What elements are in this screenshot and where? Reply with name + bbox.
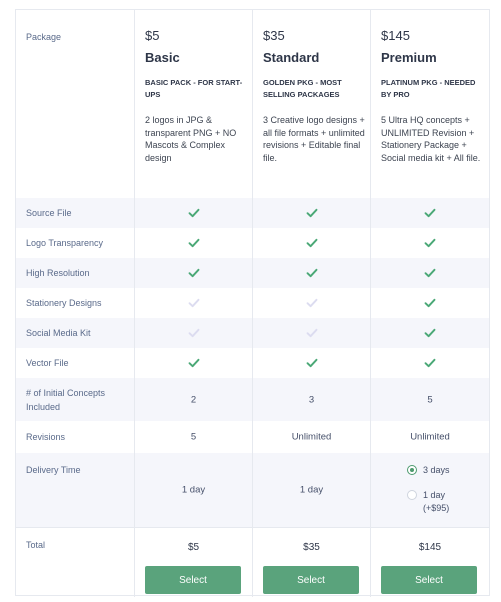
plan-description: 2 logos in JPG & transparent PNG + NO Mascots & Complex design bbox=[145, 115, 237, 163]
total-label: Total bbox=[26, 540, 46, 550]
check-icon bbox=[424, 208, 436, 218]
check-disabled-icon bbox=[188, 298, 200, 308]
revisions-value: Unlimited bbox=[291, 431, 332, 443]
delivery-option-label: 1 day bbox=[423, 490, 446, 500]
total-row bbox=[16, 527, 489, 597]
plan-price: $145 bbox=[381, 28, 410, 43]
check-icon bbox=[306, 268, 318, 278]
plan-name: Standard bbox=[263, 50, 320, 65]
plan-name: Basic bbox=[145, 50, 180, 65]
concepts-label: # of Initial Concepts Included bbox=[26, 387, 106, 412]
plan-name: Premium bbox=[381, 50, 437, 65]
feature-row bbox=[16, 198, 489, 228]
check-disabled-icon bbox=[306, 328, 318, 338]
plan-description: 5 Ultra HQ concepts + UNLIMITED Revision + Stationery Package + Social media kit + All file. bbox=[381, 115, 481, 163]
plan-price: $35 bbox=[263, 28, 285, 43]
check-icon bbox=[188, 238, 200, 248]
delivery-row bbox=[16, 453, 489, 527]
check-icon bbox=[188, 268, 200, 278]
plan-tagline: GOLDEN PKG - MOST SELLING PACKAGES bbox=[263, 78, 342, 99]
concepts-row bbox=[16, 378, 489, 421]
package-header-row bbox=[16, 10, 489, 198]
check-icon bbox=[306, 238, 318, 248]
delivery-label: Delivery Time bbox=[26, 465, 81, 475]
concepts-value: 3 bbox=[308, 394, 315, 405]
feature-label: High Resolution bbox=[26, 268, 90, 278]
check-disabled-icon bbox=[306, 298, 318, 308]
package-label: Package bbox=[26, 32, 62, 42]
feature-row bbox=[16, 288, 489, 318]
plan-premium-header bbox=[371, 10, 489, 198]
delivery-value: 1 day bbox=[181, 484, 206, 496]
check-icon bbox=[424, 328, 436, 338]
check-disabled-icon bbox=[188, 328, 200, 338]
plan-standard-header bbox=[253, 10, 371, 198]
feature-label: Social Media Kit bbox=[26, 328, 91, 338]
pricing-table bbox=[15, 9, 490, 596]
package-label-cell bbox=[16, 10, 135, 198]
concepts-value: 5 bbox=[427, 394, 433, 405]
delivery-options bbox=[371, 453, 489, 527]
plan-tagline: PLATINUM PKG - NEEDED BY PRO bbox=[381, 78, 476, 99]
delivery-radio-1-day[interactable] bbox=[407, 490, 417, 500]
plan-description: 3 Creative logo designs + all file formats + unlimited revisions + Editable final file. bbox=[263, 115, 365, 163]
revisions-row bbox=[16, 421, 489, 453]
feature-label: Vector File bbox=[26, 358, 69, 368]
plan-tagline: BASIC PACK - FOR START-UPS bbox=[145, 78, 243, 99]
select-premium-button[interactable]: Select bbox=[381, 566, 477, 594]
check-icon bbox=[424, 358, 436, 368]
select-basic-button[interactable]: Select bbox=[145, 566, 241, 594]
delivery-option-label: 3 days bbox=[423, 465, 450, 475]
delivery-radio-3-days[interactable] bbox=[407, 465, 417, 475]
feature-row bbox=[16, 228, 489, 258]
check-icon bbox=[306, 358, 318, 368]
revisions-label: Revisions bbox=[26, 432, 66, 442]
delivery-value: 1 day bbox=[299, 484, 324, 496]
feature-row bbox=[16, 318, 489, 348]
check-icon bbox=[306, 208, 318, 218]
feature-label: Logo Transparency bbox=[26, 238, 104, 248]
feature-row bbox=[16, 348, 489, 378]
check-icon bbox=[188, 358, 200, 368]
total-price: $35 bbox=[303, 542, 320, 553]
check-icon bbox=[424, 238, 436, 248]
revisions-value: 5 bbox=[190, 431, 197, 443]
total-price: $5 bbox=[187, 542, 200, 553]
check-icon bbox=[424, 298, 436, 308]
feature-label: Source File bbox=[26, 208, 72, 218]
concepts-value: 2 bbox=[190, 394, 197, 405]
feature-row bbox=[16, 258, 489, 288]
total-price: $145 bbox=[418, 542, 442, 553]
plan-basic-header bbox=[135, 10, 253, 198]
check-icon bbox=[424, 268, 436, 278]
select-standard-button[interactable]: Select bbox=[263, 566, 359, 594]
revisions-value: Unlimited bbox=[410, 431, 450, 443]
feature-label: Stationery Designs bbox=[26, 298, 102, 308]
plan-price: $5 bbox=[145, 28, 160, 43]
delivery-option-extra: (+$95) bbox=[423, 503, 450, 513]
check-icon bbox=[188, 208, 200, 218]
